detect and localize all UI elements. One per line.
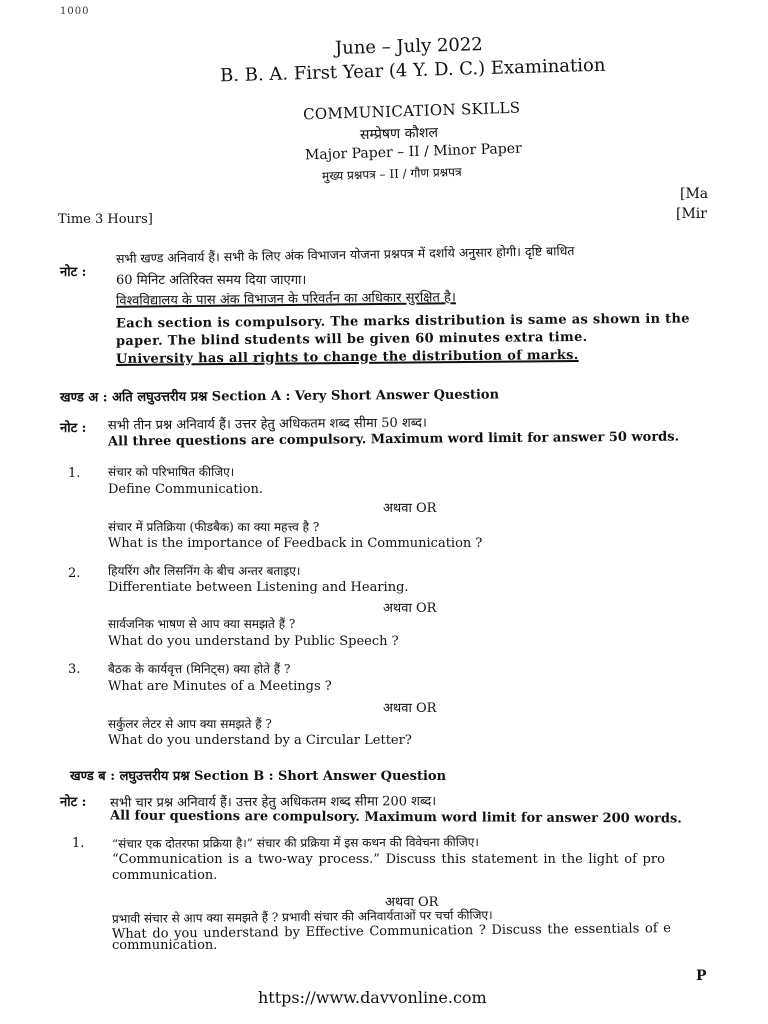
note-en-line3: University has all rights to change the distribution of marks. — [115, 347, 579, 368]
question-text-en: Define Communication. — [108, 482, 264, 497]
note-en-line2: paper. The blind students will be given 60 minutes extra time. — [115, 329, 588, 350]
exam-session: June – July 2022 — [334, 34, 484, 59]
section-a-note-label: नोट : — [60, 421, 87, 436]
page-continue-letter: P — [696, 968, 707, 984]
question-text-en-line2: communication. — [112, 868, 218, 883]
question-alt-text-hi: सर्कुलर लेटर से आप क्या समझते हैं ? — [108, 717, 272, 731]
question-alt-text-en-line1: What do you understand by Effective Communication ? Discuss the essentials of e — [111, 921, 672, 942]
section-b-note-label: नोट : — [60, 795, 87, 810]
or-divider: अथवा OR — [383, 601, 437, 616]
or-divider: अथवा OR — [383, 501, 437, 516]
question-alt-text-hi: संचार में प्रतिक्रिया (फीडबैक) का क्या महत्त्व है ? — [108, 520, 320, 534]
paper-title-hi: मुख्य प्रश्नपत्र – II / गौण प्रश्नपत्र — [321, 164, 462, 184]
question-text-hi: संचार को परिभाषित कीजिए। — [108, 465, 235, 479]
paper-title-en: Major Paper – II / Minor Paper — [304, 140, 522, 164]
subject-title-en: COMMUNICATION SKILLS — [302, 98, 521, 124]
question-number: 1. — [72, 836, 85, 851]
or-divider: अथवा OR — [383, 701, 437, 716]
section-a-note-hi: सभी तीन प्रश्न अनिवार्य हैं। उत्तर हेतु अधिकतम शब्द सीमा 50 शब्द। — [107, 415, 427, 434]
note-hi-line1: सभी खण्ड अनिवार्य हैं। सभी के लिए अंक विभाजन योजना प्रश्नपत्र में दर्शाये अनुसार होगी। दृष्टि बाधित — [115, 243, 575, 266]
footer-url[interactable]: https://www.davvonline.com — [258, 988, 487, 1007]
max-marks-major: [Ma — [680, 186, 709, 202]
question-number: 1. — [68, 466, 81, 481]
question-alt-text-hi: सार्वजनिक भाषण से आप क्या समझते हैं ? — [108, 617, 296, 631]
question-alt-text-en: What do you understand by a Circular Letter? — [108, 733, 412, 748]
question-alt-text-hi: प्रभावी संचार से आप क्या समझते हैं ? प्रभावी संचार की अनिवार्यताओं पर चर्चा कीजिए। — [111, 908, 493, 926]
or-divider: अथवा OR — [385, 895, 439, 910]
question-alt-text-en-line2: communication. — [112, 938, 218, 953]
question-text-hi: बैठक के कार्यवृत्त (मिनिट्स) क्या होते हैं ? — [108, 662, 291, 676]
question-text-en: Differentiate between Listening and Hearing. — [108, 580, 409, 595]
question-alt-text-en: What do you understand by Public Speech ? — [108, 634, 399, 649]
question-text-en-line1: “Communication is a two-way process.” Discuss this statement in the light of pro — [112, 852, 665, 867]
note-label: नोट : — [60, 265, 87, 280]
question-number: 2. — [68, 566, 81, 581]
question-number: 3. — [68, 662, 81, 677]
question-text-hi: हियरिंग और लिसनिंग के बीच अन्तर बताइए। — [108, 564, 301, 578]
section-a-note-en: All three questions are compulsory. Maximum word limit for answer 50 words. — [107, 429, 680, 450]
note-hi-line3: विश्वविद्यालय के पास अंक विभाजन के परिवर्तन का अधिकार सुरक्षित है। — [115, 290, 456, 309]
max-marks-minor: [Mir — [676, 206, 707, 222]
note-hi-line2: 60 मिनिट अतिरिक्त समय दिया जाएगा। — [116, 273, 307, 288]
subject-title-hi: सम्प्रेषण कौशल — [359, 124, 439, 144]
section-b-note-hi: सभी चार प्रश्न अनिवार्य हैं। उत्तर हेतु अधिकतम शब्द सीमा 200 शब्द। — [109, 794, 437, 811]
time-allowed: Time 3 Hours] — [58, 212, 153, 227]
question-alt-text-en: What is the importance of Feedback in Communication ? — [108, 536, 483, 551]
section-b-note-en: All four questions are compulsory. Maximum word limit for answer 200 words. — [109, 808, 682, 827]
note-en-line1: Each section is compulsory. The marks distribution is same as shown in the — [115, 311, 690, 332]
section-a-title: खण्ड अ : अति लघुउत्तरीय प्रश्न Section A : Very Short Answer Question — [59, 387, 500, 406]
exam-title: B. B. A. First Year (4 Y. D. C.) Examination — [219, 54, 606, 87]
question-text-hi: “संचार एक दोतरफा प्रक्रिया है।” संचार की प्रक्रिया में इस कथन की विवेचना कीजिए। — [111, 835, 479, 851]
section-b-title: खण्ड ब : लघुउत्तरीय प्रश्न Section B : Short Answer Question — [70, 769, 447, 784]
corner-mark: 1000 — [60, 6, 90, 17]
question-text-en: What are Minutes of a Meetings ? — [108, 679, 332, 694]
